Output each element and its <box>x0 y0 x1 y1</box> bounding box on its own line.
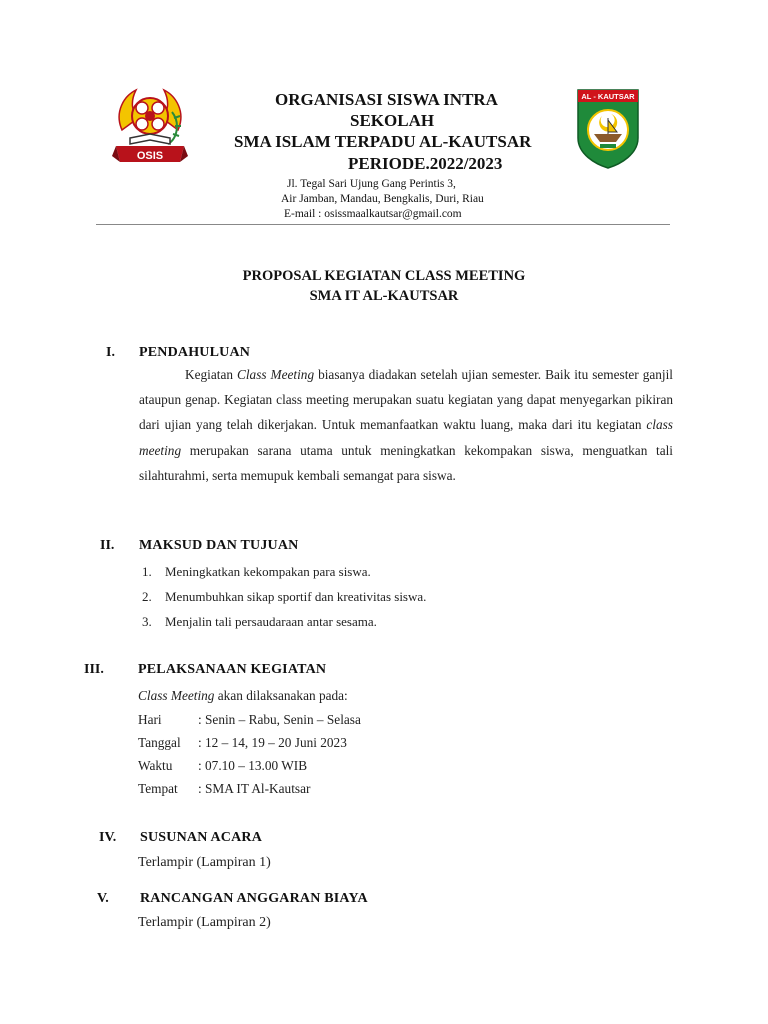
pelaksanaan-intro <box>138 688 348 704</box>
list-number: 2. <box>142 589 152 604</box>
alkautsar-logo-text: AL - KAUTSAR <box>581 92 635 101</box>
detail-label: Hari <box>138 712 162 727</box>
section-number: V. <box>97 891 109 906</box>
section-number: II. <box>100 538 115 553</box>
detail-value: : 07.10 – 13.00 WIB <box>198 758 308 773</box>
detail-label: Waktu <box>138 758 173 773</box>
detail-value: : 12 – 14, 19 – 20 Juni 2023 <box>198 735 347 750</box>
anggaran-body: Terlampir (Lampiran 2) <box>138 915 271 930</box>
detail-row-waktu <box>138 757 308 775</box>
intro-italic: Class Meeting <box>138 688 215 703</box>
detail-label: Tempat <box>138 781 178 796</box>
section-number: IV. <box>99 830 117 845</box>
header-divider <box>96 224 670 225</box>
detail-row-tempat <box>138 780 311 798</box>
email-line: E-mail : osissmaalkautsar@gmail.com <box>284 208 462 220</box>
shield-emblem-icon <box>575 88 641 170</box>
list-item <box>142 613 377 631</box>
alkautsar-logo <box>575 88 641 170</box>
para-text: Kegiatan <box>185 367 237 382</box>
detail-value: : Senin – Rabu, Senin – Selasa <box>198 712 361 727</box>
section-number: I. <box>106 345 115 360</box>
section-title-susunan: SUSUNAN ACARA <box>140 830 263 845</box>
section-title-pelaksanaan: PELAKSANAAN KEGIATAN <box>138 662 327 677</box>
section-title-maksud: MAKSUD DAN TUJUAN <box>139 538 299 553</box>
list-item <box>142 563 371 581</box>
list-number: 1. <box>142 564 152 579</box>
para-italic: class meeting <box>139 417 673 458</box>
detail-row-hari <box>138 711 361 729</box>
intro-text: akan dilaksanakan pada: <box>214 688 348 703</box>
para-text: biasanya diadakan setelah ujian semester. Baik itu semester ganjil ataupun genap. Kegiatan class meeting merupakan suatu kegiatan yang dapat menyegarkan pikiran dari ujian yang telah dikerjakan. Untuk memanfaatkan waktu luang, maka dari itu kegiatan <box>139 367 673 433</box>
address-line2: Air Jamban, Mandau, Bengkalis, Duri, Riau <box>281 193 484 205</box>
detail-row-tanggal <box>138 734 347 752</box>
org-name-line1: ORGANISASI SISWA INTRA <box>275 90 498 109</box>
section-title-anggaran: RANCANGAN ANGGARAN BIAYA <box>140 891 368 906</box>
period: PERIODE.2022/2023 <box>348 154 503 173</box>
detail-value: : SMA IT Al-Kautsar <box>198 781 311 796</box>
para-text: merupakan sarana utama untuk meningkatkan kekompakan siswa, menguatkan tali silahturahmi, serta memupuk kembali semangat para siswa. <box>139 442 673 483</box>
list-number: 3. <box>142 614 152 629</box>
osis-logo <box>112 82 188 168</box>
address-line1: Jl. Tegal Sari Ujung Gang Perintis 3, <box>287 178 456 190</box>
section-number: III. <box>84 662 104 677</box>
list-text: Menumbuhkan sikap sportif dan kreativitas siswa. <box>165 589 427 604</box>
org-name-line2: SEKOLAH <box>350 111 435 130</box>
proposal-subtitle: SMA IT AL-KAUTSAR <box>309 288 459 304</box>
pendahuluan-paragraph <box>139 362 673 488</box>
list-text: Meningkatkan kekompakan para siswa. <box>165 564 371 579</box>
list-text: Menjalin tali persaudaraan antar sesama. <box>165 614 377 629</box>
osis-logo-text: OSIS <box>136 150 164 162</box>
osis-emblem-icon <box>112 82 188 168</box>
proposal-title: PROPOSAL KEGIATAN CLASS MEETING <box>242 268 526 284</box>
detail-label: Tanggal <box>138 735 181 750</box>
susunan-body: Terlampir (Lampiran 1) <box>138 855 271 870</box>
list-item <box>142 588 427 606</box>
section-title-pendahuluan: PENDAHULUAN <box>139 345 251 360</box>
para-italic: Class Meeting <box>236 367 315 382</box>
school-name: SMA ISLAM TERPADU AL-KAUTSAR <box>234 132 532 151</box>
